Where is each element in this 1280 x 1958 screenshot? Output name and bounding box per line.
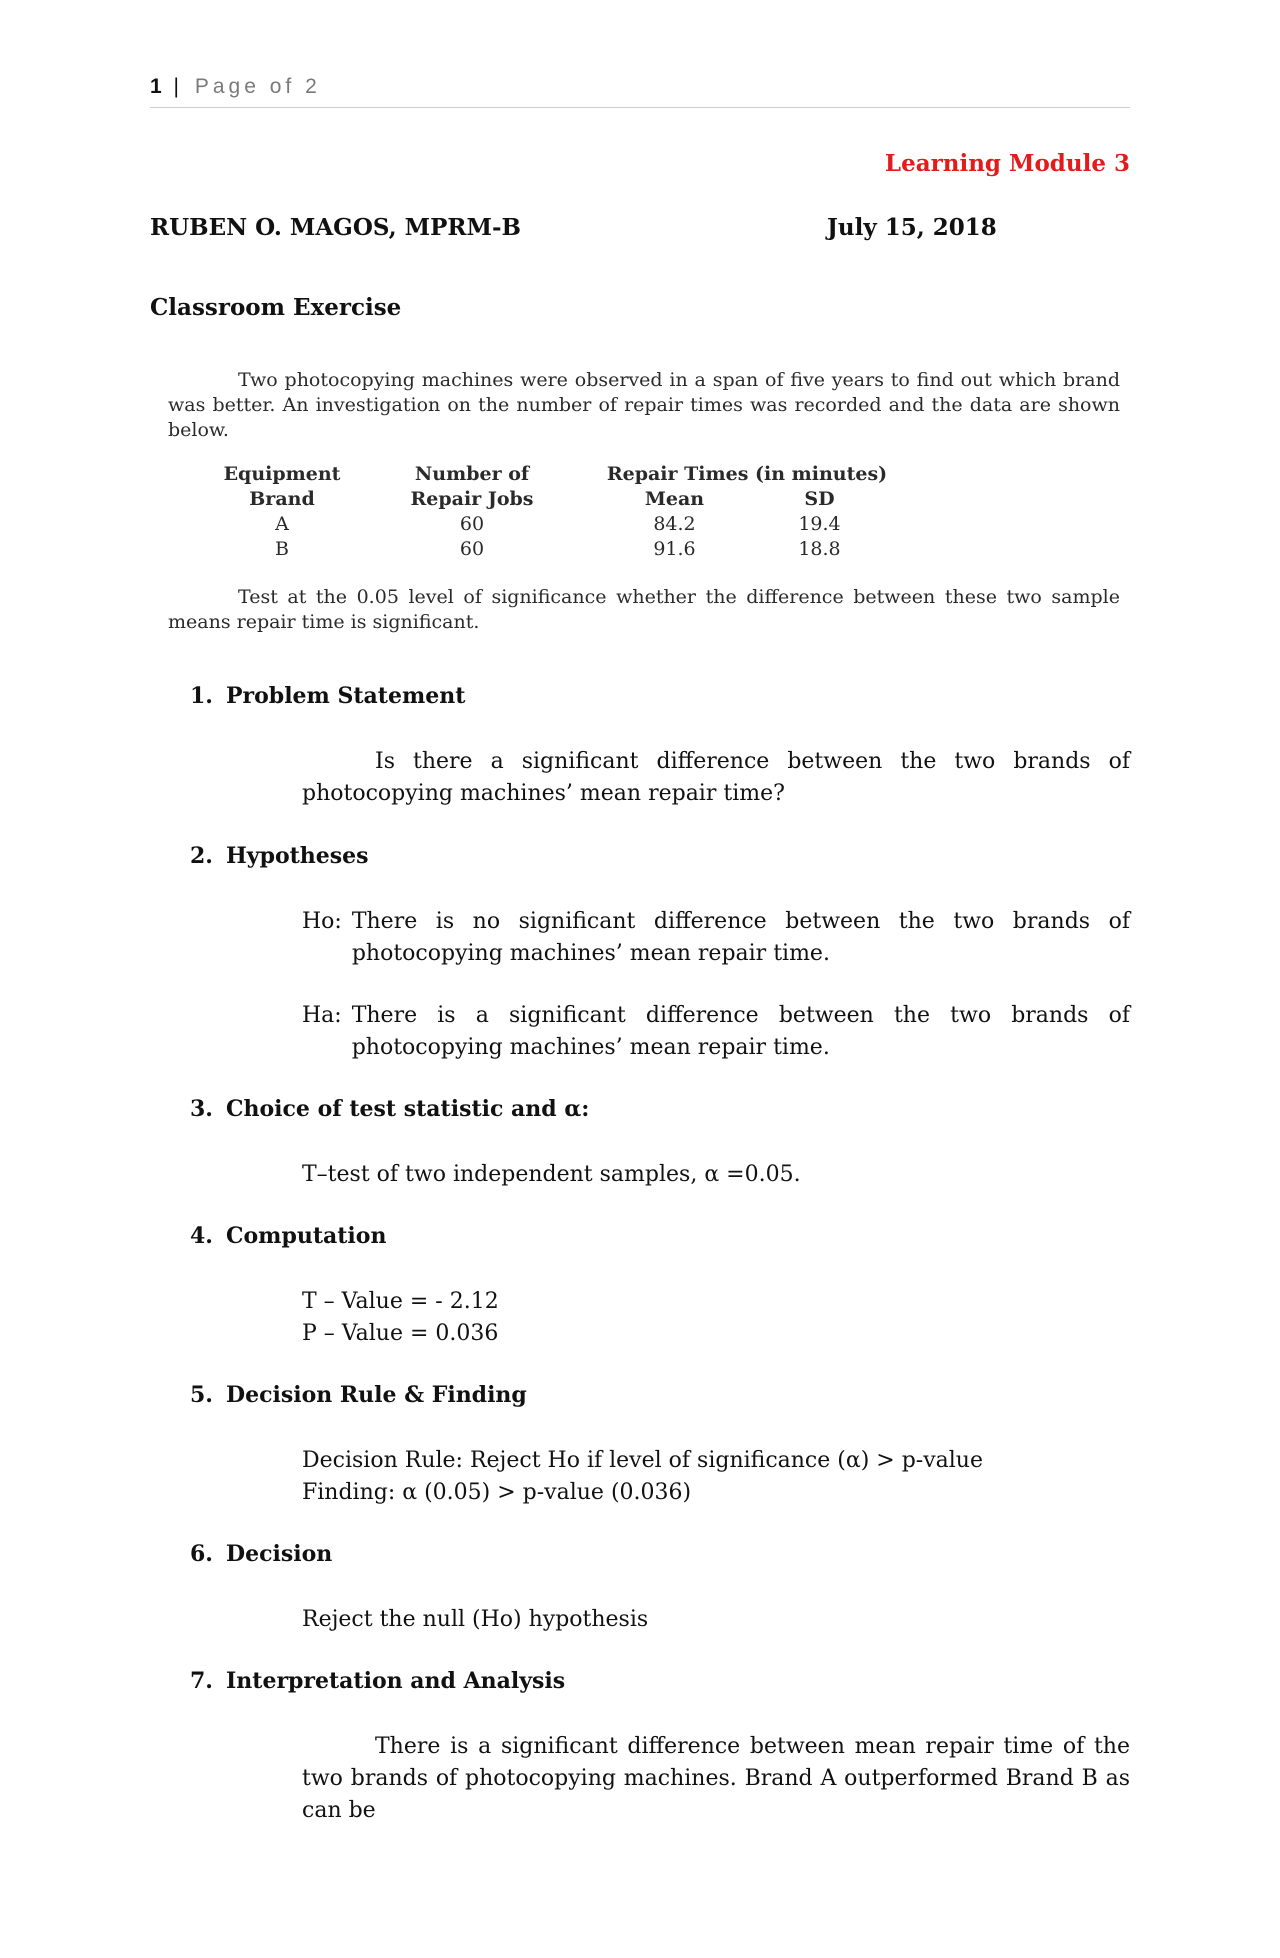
finding-text: Finding: α (0.05) > p-value (0.036)	[302, 1480, 692, 1505]
t-value: T – Value = - 2.12	[302, 1289, 499, 1314]
section-hypotheses	[190, 843, 369, 869]
cell-sd: 18.8	[798, 538, 841, 560]
section-title: Problem Statement	[226, 683, 466, 709]
section-title: Decision	[226, 1541, 333, 1567]
header-number-of: Number of	[414, 463, 530, 485]
decision-text: Reject the null (Ho) hypothesis	[302, 1607, 649, 1632]
page-of-label: Page of 2	[194, 75, 321, 98]
decision-rule-block	[302, 1445, 1130, 1509]
page-separator: |	[173, 75, 181, 98]
alternative-hypothesis-label: Ha:	[302, 1003, 342, 1028]
alternative-hypothesis-text: There is a significant difference between the two brands of photocopying machines’ mean repair time.	[351, 1003, 1130, 1060]
cell-brand: A	[275, 513, 289, 535]
cell-jobs: 60	[459, 513, 485, 535]
section-problem-statement	[190, 683, 465, 709]
section-test-statistic	[190, 1096, 589, 1122]
page-header	[150, 75, 1130, 108]
header-repair-times: Repair Times (in minutes)	[606, 463, 888, 485]
exercise-title: Classroom Exercise	[150, 294, 402, 321]
question-paragraph: Test at the 0.05 level of significance whether the difference between these two sample means repair time is significant.	[168, 586, 1120, 633]
header-brand: Brand	[249, 488, 315, 510]
cell-mean: 84.2	[653, 513, 696, 535]
author-name: RUBEN O. MAGOS, MPRM-B	[150, 214, 521, 241]
section-number: 4.	[190, 1223, 213, 1249]
intro-paragraph: Two photocopying machines were observed in a span of five years to find out which brand was better. An investigation on the number of repair times was recorded and the data are shown below.	[168, 369, 1120, 441]
cell-brand: B	[275, 538, 289, 560]
null-hypothesis-text: There is no significant difference between the two brands of photocopying machines’ mean repair time.	[351, 909, 1130, 966]
header-equipment: Equipment	[223, 463, 341, 485]
cell-jobs: 60	[459, 538, 485, 560]
header-repair-jobs: Repair Jobs	[410, 488, 534, 510]
test-statistic-text: T–test of two independent samples, α =0.05.	[302, 1162, 801, 1187]
section-title: Computation	[226, 1223, 387, 1249]
null-hypothesis	[302, 906, 1130, 970]
table-row	[222, 513, 892, 538]
cell-sd: 19.4	[798, 513, 841, 535]
section-title: Decision Rule & Finding	[226, 1382, 527, 1408]
header-mean: Mean	[644, 488, 705, 510]
document-date: July 15, 2018	[827, 214, 997, 241]
computation-results	[302, 1286, 1130, 1350]
p-value: P – Value = 0.036	[302, 1321, 499, 1346]
table-row	[222, 538, 892, 563]
section-title: Interpretation and Analysis	[226, 1668, 566, 1694]
cell-mean: 91.6	[653, 538, 696, 560]
section-interpretation	[190, 1668, 565, 1694]
section-decision	[190, 1541, 332, 1567]
exercise-problem	[168, 368, 1120, 635]
header-sd: SD	[804, 488, 835, 510]
null-hypothesis-label: Ho:	[302, 909, 342, 934]
problem-statement-text: Is there a significant difference between the two brands of photocopying machines’ mean repair time?	[302, 749, 1130, 806]
section-number: 5.	[190, 1382, 213, 1408]
decision-rule-text: Decision Rule: Reject Ho if level of significance (α) > p-value	[302, 1448, 983, 1473]
section-decision-rule	[190, 1382, 527, 1408]
alternative-hypothesis	[302, 1000, 1130, 1064]
repair-data-table	[222, 463, 892, 563]
page-number: 1	[150, 75, 164, 98]
section-title: Choice of test statistic and α:	[226, 1096, 590, 1122]
section-number: 6.	[190, 1541, 213, 1567]
interpretation-text: There is a significant difference between mean repair time of the two brands of photocopying machines. Brand A outperformed Brand B as can be	[302, 1734, 1130, 1823]
section-number: 1.	[190, 683, 213, 709]
section-number: 3.	[190, 1096, 213, 1122]
section-title: Hypotheses	[226, 843, 369, 869]
section-computation	[190, 1223, 386, 1249]
section-number: 7.	[190, 1668, 213, 1694]
module-title: Learning Module 3	[884, 150, 1130, 177]
section-number: 2.	[190, 843, 213, 869]
